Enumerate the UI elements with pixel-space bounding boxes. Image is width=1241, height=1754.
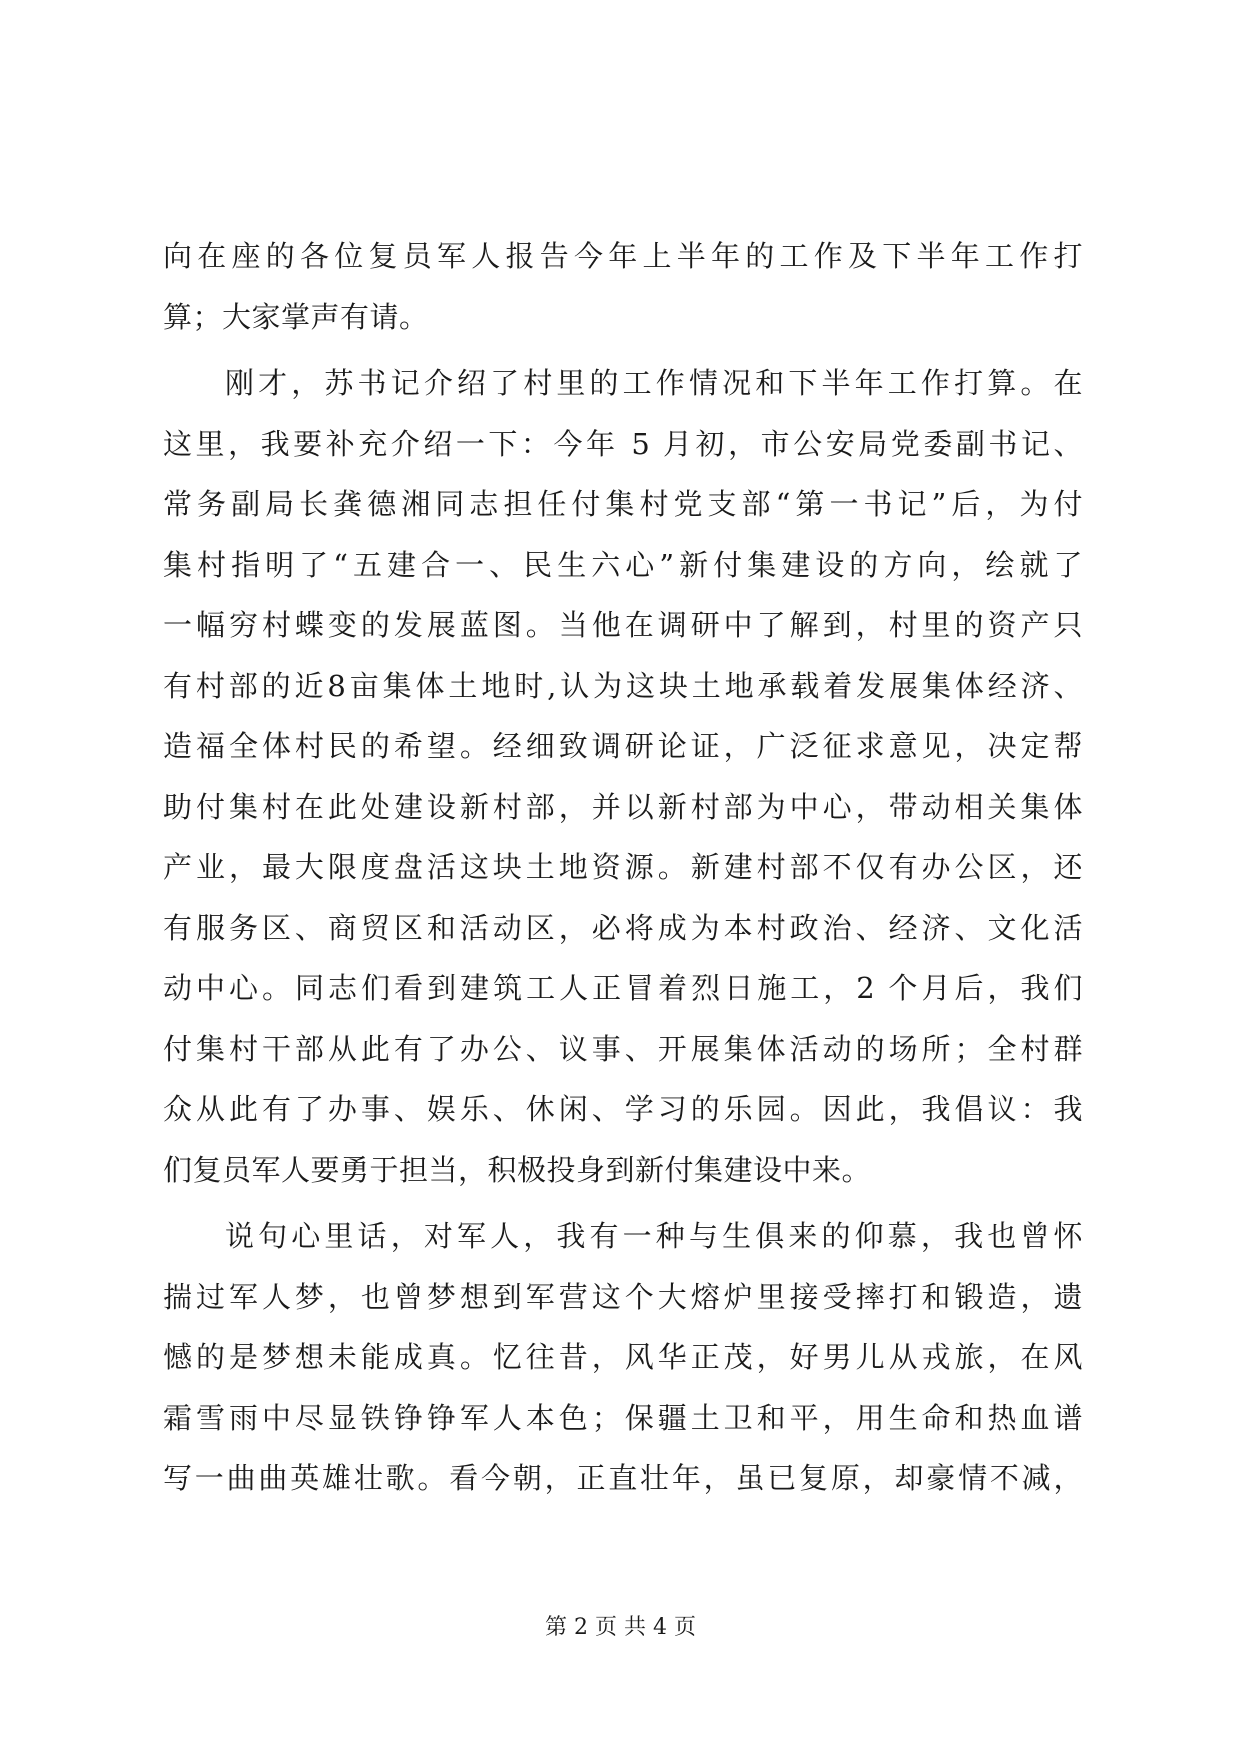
text-line: 付集村干部从此有了办公、议事、开展集体活动的场所；全村群: [163, 1031, 1083, 1066]
page-number-footer: 第 2 页 共 4 页: [545, 1615, 696, 1640]
text-line: 动中心。同志们看到建筑工人正冒着烈日施工，2 个月后，我们: [163, 971, 1083, 1005]
text-line: 有服务区、商贸区和活动区，必将成为本村政治、经济、文化活: [163, 910, 1083, 945]
text-line: 刚才，苏书记介绍了村里的工作情况和下半年工作打算。在: [225, 366, 1083, 400]
text-line: 向在座的各位复员军人报告今年上半年的工作及下半年工作打: [163, 239, 1083, 273]
text-line: 众从此有了办事、娱乐、休闲、学习的乐园。因此，我倡议：我: [163, 1092, 1083, 1126]
text-line: 憾的是梦想未能成真。忆往昔，风华正茂，好男儿从戎旅，在风: [163, 1340, 1083, 1374]
text-line: 算；大家掌声有请。: [163, 299, 429, 334]
text-line: 产业，最大限度盘活这块土地资源。新建村部不仅有办公区，还: [163, 850, 1083, 884]
text-line: 常务副局长龚德湘同志担任付集村党支部“第一书记”后，为付: [163, 487, 1083, 521]
text-line: 说句心里话，对军人，我有一种与生俱来的仰慕，我也曾怀: [225, 1219, 1083, 1253]
text-line: 造福全体村民的希望。经细致调研论证，广泛征求意见，决定帮: [163, 729, 1083, 763]
paragraph-2: [163, 353, 1083, 1200]
text-line: 揣过军人梦，也曾梦想到军营这个大熔炉里接受摔打和锻造，遗: [163, 1279, 1083, 1314]
text-line: 有村部的近8亩集体土地时,认为这块土地承载着发展集体经济、: [163, 668, 1083, 703]
document-body: [163, 226, 1083, 1509]
text-line: 助付集村在此处建设新村部，并以新村部为中心，带动相关集体: [163, 789, 1083, 824]
text-line: 集村指明了“五建合一、民生六心”新付集建设的方向，绘就了: [163, 547, 1083, 582]
text-line: 这里，我要补充介绍一下：今年 5 月初，市公安局党委副书记、: [163, 426, 1083, 461]
paragraph-3: [163, 1206, 1083, 1509]
text-line: 写一曲曲英雄壮歌。看今朝，正直壮年，虽已复原，却豪情不减，: [163, 1461, 1083, 1495]
text-line: 霜雪雨中尽显铁铮铮军人本色；保疆土卫和平，用生命和热血谱: [163, 1400, 1083, 1435]
text-line: 们复员军人要勇于担当，积极投身到新付集建设中来。: [163, 1152, 872, 1187]
paragraph-1: [163, 226, 1083, 347]
text-line: 一幅穷村蝶变的发展蓝图。当他在调研中了解到，村里的资产只: [163, 608, 1083, 642]
